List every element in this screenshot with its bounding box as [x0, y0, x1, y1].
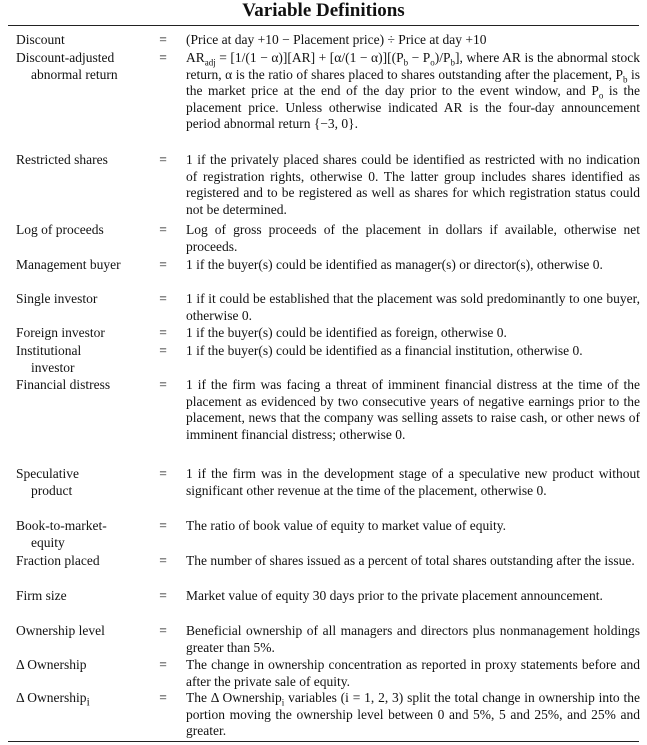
equals-sign: = — [159, 257, 167, 272]
term-label: Restricted shares — [16, 152, 108, 167]
definition-text: The ratio of book value of equity to market value of equity. — [186, 518, 507, 533]
equals-sign: = — [159, 377, 167, 392]
equals-sign: = — [159, 50, 167, 65]
definition-text: (Price at day +10 − Placement price) ÷ Price at day +10 — [186, 32, 487, 47]
term-label: Firm size — [16, 588, 67, 603]
term-label: Institutional investor — [16, 343, 82, 375]
term-label: Ownership level — [16, 623, 105, 638]
equals-sign: = — [159, 690, 167, 705]
term-label: Δ Ownership — [16, 657, 87, 672]
term-label: Discount — [16, 32, 65, 47]
definition-text: 1 if the buyer(s) could be identified as manager(s) or director(s), otherwise 0. — [186, 257, 603, 272]
definition-text: $AR_{adj} = [1/(1 - \alpha)][AR] + [\alpha/(1 - \alpha)][(P_b - P_o)/P_b]$, where AR is the abnormal stock return, α is the ratio of shares placed to shares outstanding after the placement, $P_b$ is the market price at the end of the day prior to the event window, and $P_o$ is the placement price. Unless otherwise indicated AR is the four-day announcement period abnormal return {−3, 0}. — [186, 50, 640, 132]
equals-sign: = — [159, 623, 167, 638]
term-label: Discount-adjusted abnormal return — [16, 50, 118, 82]
equals-sign: = — [159, 222, 167, 237]
top-rule — [8, 25, 639, 26]
page-title: Variable Definitions — [242, 0, 405, 21]
definition-text: The number of shares issued as a percent of total shares outstanding after the issue. — [186, 553, 635, 568]
definition-text: Market value of equity 30 days prior to the private placement announcement. — [186, 588, 603, 603]
definition-text: 1 if it could be established that the placement was sold predominantly to one buyer, otherwise 0. — [186, 291, 640, 323]
term-label: Speculative product — [16, 466, 79, 498]
definition-text: The Δ Ownership$_i$ variables (i = 1, 2, 3) split the total change in ownership into the portion moving the ownership level between 0 and 5%, 5 and 25%, and 25% and greater. — [186, 690, 640, 739]
term-label: Δ Ownership$_i$ — [16, 690, 90, 709]
equals-sign: = — [159, 466, 167, 481]
equals-sign: = — [159, 343, 167, 358]
term-label: Single investor — [16, 291, 98, 306]
definition-text: Beneficial ownership of all managers and directors plus nonmanagement holdings greater than 5%. — [186, 623, 640, 655]
equals-sign: = — [159, 32, 167, 47]
term-label: Foreign investor — [16, 325, 105, 340]
equals-sign: = — [159, 325, 167, 340]
definition-text: 1 if the firm was in the development stage of a speculative new product without significant other revenue at the time of the placement, otherwise 0. — [186, 466, 640, 498]
term-label: Log of proceeds — [16, 222, 104, 237]
definition-text: 1 if the privately placed shares could be identified as restricted with no indication of registration rights, otherwise 0. The latter group includes shares identified as registered and to be registered as well as shares for which registration status could not be determined. — [186, 152, 640, 217]
definition-text: 1 if the firm was facing a threat of imminent financial distress at the time of the placement as evidenced by two consecutive years of negative earnings prior to the placement, news that the company was selling assets to raise cash, or other news of imminent financial distress; otherwise 0. — [186, 377, 640, 442]
definition-text: The change in ownership concentration as reported in proxy statements before and after the private sale of equity. — [186, 657, 640, 689]
equals-sign: = — [159, 588, 167, 603]
bottom-rule — [8, 741, 639, 742]
term-label: Book-to-market- equity — [16, 518, 107, 550]
definition-text: 1 if the buyer(s) could be identified as a financial institution, otherwise 0. — [186, 343, 583, 358]
term-label: Financial distress — [16, 377, 111, 392]
term-label: Fraction placed — [16, 553, 100, 568]
equals-sign: = — [159, 553, 167, 568]
equals-sign: = — [159, 518, 167, 533]
equals-sign: = — [159, 291, 167, 306]
term-label: Management buyer — [16, 257, 121, 272]
definition-text: 1 if the buyer(s) could be identified as foreign, otherwise 0. — [186, 325, 507, 340]
equals-sign: = — [159, 657, 167, 672]
equals-sign: = — [159, 152, 167, 167]
definition-text: Log of gross proceeds of the placement in dollars if available, otherwise net proceeds. — [186, 222, 640, 254]
